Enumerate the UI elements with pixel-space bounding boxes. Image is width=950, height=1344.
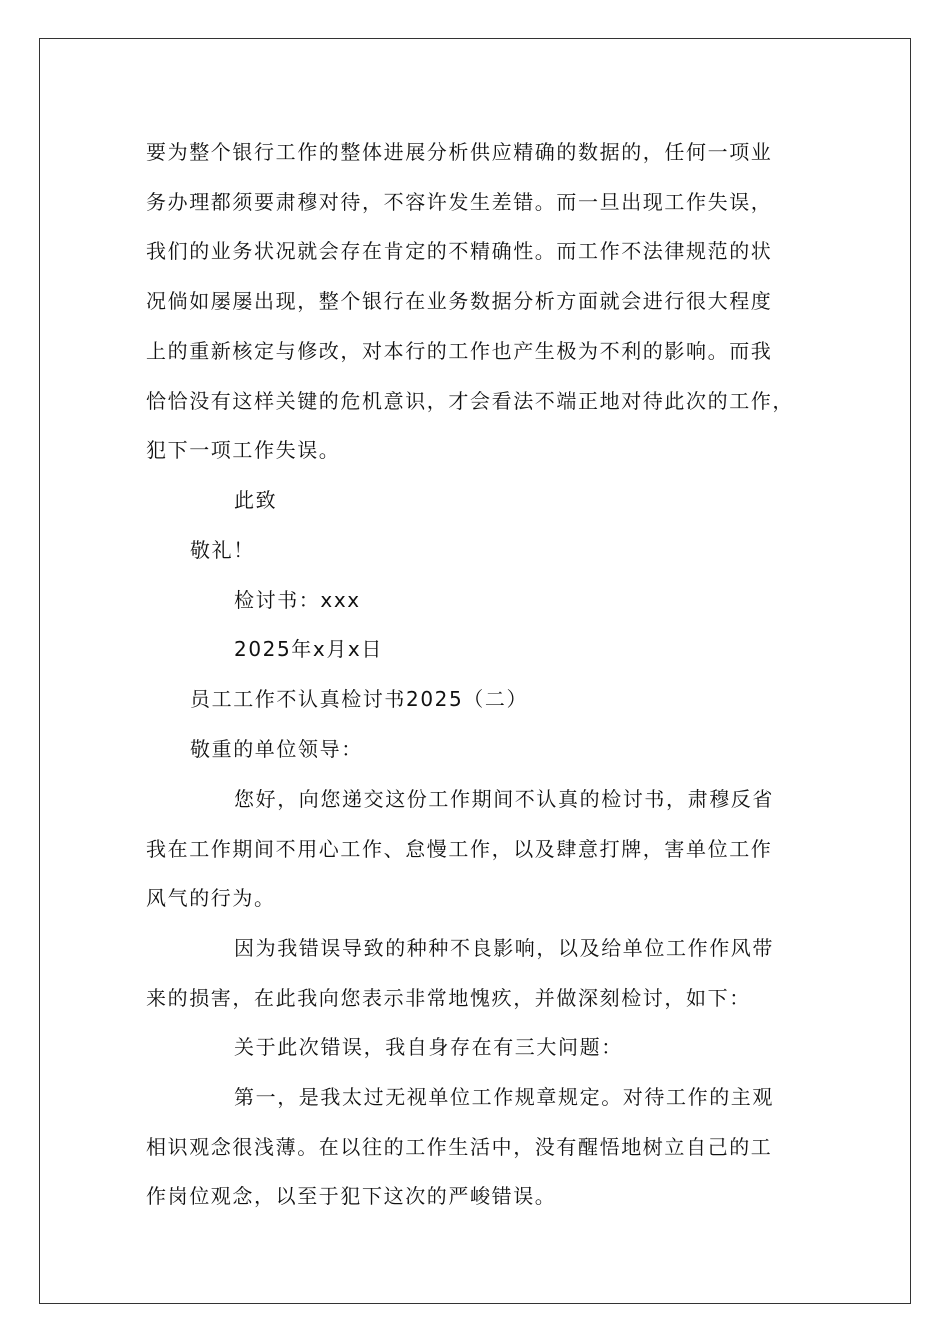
body-line: 我在工作期间不用心工作、怠慢工作，以及肆意打牌，害单位工作 (146, 837, 773, 861)
body-line: 您好，向您递交这份工作期间不认真的检讨书，肃穆反省 (234, 787, 774, 811)
body-line: 我们的业务状况就会存在肯定的不精确性。而工作不法律规范的状 (146, 239, 773, 263)
body-line: 第一，是我太过无视单位工作规章规定。对待工作的主观 (234, 1085, 774, 1109)
section-title: 员工工作不认真检讨书2025（二） (190, 687, 529, 711)
body-line: 作岗位观念，以至于犯下这次的严峻错误。 (146, 1184, 557, 1208)
greeting: 敬重的单位领导： (190, 737, 363, 761)
body-line: 因为我错误导致的种种不良影响，以及给单位工作作风带 (234, 936, 774, 960)
page-border (39, 38, 911, 1304)
salutation-closing: 敬礼！ (190, 538, 255, 562)
body-line: 上的重新核定与修改，对本行的工作也产生极为不利的影响。而我 (146, 339, 773, 363)
body-line: 况倘如屡屡出现，整个银行在业务数据分析方面就会进行很大程度 (146, 289, 773, 313)
body-line: 来的损害，在此我向您表示非常地愧疚，并做深刻检讨，如下： (146, 986, 751, 1010)
date-line: 2025年x月x日 (234, 637, 383, 661)
body-line: 务办理都须要肃穆对待，不容许发生差错。而一旦出现工作失误， (146, 190, 773, 214)
body-line: 要为整个银行工作的整体进展分析供应精确的数据的，任何一项业 (146, 140, 773, 164)
body-line: 恰恰没有这样关键的危机意识，才会看法不端正地对待此次的工作， (146, 389, 794, 413)
body-line: 相识观念很浅薄。在以往的工作生活中，没有醒悟地树立自己的工 (146, 1135, 773, 1159)
body-line: 犯下一项工作失误。 (146, 438, 341, 462)
closing-phrase: 此致 (234, 488, 278, 512)
body-line: 风气的行为。 (146, 886, 276, 910)
signature-line: 检讨书：xxx (234, 588, 361, 612)
body-line: 关于此次错误，我自身存在有三大问题： (234, 1035, 623, 1059)
